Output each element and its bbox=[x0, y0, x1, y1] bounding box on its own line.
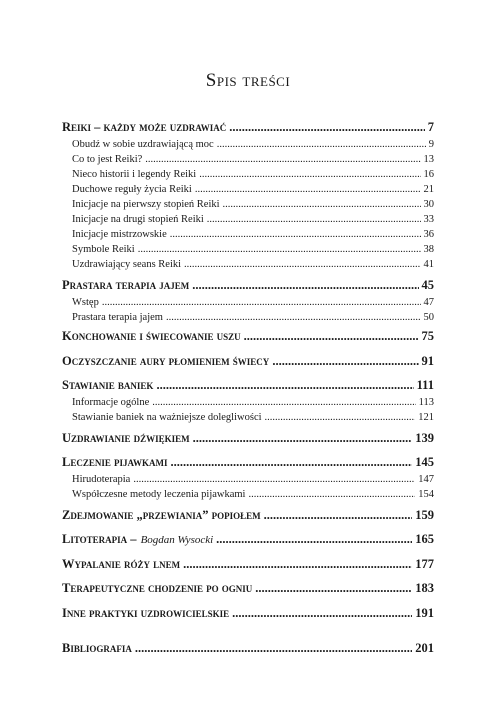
toc-subentry bbox=[62, 139, 434, 150]
toc-page-number: 33 bbox=[423, 214, 434, 225]
toc-leader bbox=[229, 120, 424, 135]
toc-page-number: 16 bbox=[423, 169, 434, 180]
toc-subentry-label: Obudź w sobie uzdrawiającą moc bbox=[72, 139, 214, 150]
toc-leader bbox=[170, 229, 421, 240]
toc-page-number: 47 bbox=[423, 297, 434, 308]
toc-leader bbox=[264, 508, 413, 523]
toc-page-number: 36 bbox=[423, 229, 434, 240]
toc-page-number: 177 bbox=[415, 557, 434, 571]
toc-entry bbox=[62, 329, 434, 344]
toc-leader bbox=[156, 378, 413, 393]
toc-entry bbox=[62, 120, 434, 135]
toc-page-number: 13 bbox=[423, 154, 434, 165]
toc-leader bbox=[145, 154, 420, 165]
toc-leader bbox=[216, 532, 412, 547]
toc-entry-author: Bogdan Wysocki bbox=[140, 534, 214, 546]
toc-entry bbox=[62, 508, 434, 523]
toc-subentry bbox=[62, 397, 434, 408]
toc-page-number: 145 bbox=[415, 455, 434, 469]
toc-leader bbox=[193, 431, 413, 446]
toc-subentry bbox=[62, 489, 434, 500]
toc-subentry bbox=[62, 259, 434, 270]
toc-entry bbox=[62, 431, 434, 446]
toc-leader bbox=[207, 214, 421, 225]
toc-subentry bbox=[62, 154, 434, 165]
toc-subentry-label: Inicjacje na drugi stopień Reiki bbox=[72, 214, 204, 225]
toc-page-number: 183 bbox=[415, 581, 434, 595]
toc-page-number: 7 bbox=[427, 120, 434, 134]
toc-subentry-label: Informacje ogólne bbox=[72, 397, 150, 408]
toc-leader bbox=[223, 199, 421, 210]
toc-entry bbox=[62, 641, 434, 656]
toc-leader bbox=[199, 169, 420, 180]
toc-leader bbox=[184, 259, 420, 270]
toc-subentry-label: Hirudoterapia bbox=[72, 474, 131, 485]
toc-subentry bbox=[62, 184, 434, 195]
toc-subentry bbox=[62, 297, 434, 308]
toc-subentry bbox=[62, 214, 434, 225]
toc-entry-label bbox=[62, 532, 213, 547]
toc-page-number: 165 bbox=[415, 532, 434, 546]
toc-entry-label: Konchowanie i świecowanie uszu bbox=[62, 329, 241, 343]
toc-subentry-label: Współczesne metody leczenia pijawkami bbox=[72, 489, 246, 500]
toc-subentry bbox=[62, 244, 434, 255]
toc-entry bbox=[62, 278, 434, 293]
toc-subentry-label: Inicjacje na pierwszy stopień Reiki bbox=[72, 199, 220, 210]
toc-subentry-label: Nieco historii i legendy Reiki bbox=[72, 169, 197, 180]
toc-leader bbox=[138, 244, 421, 255]
toc-entry-label: Inne praktyki uzdrowicielskie bbox=[62, 606, 230, 620]
toc-leader bbox=[192, 278, 418, 293]
toc-page-number: 45 bbox=[421, 278, 434, 292]
toc-leader bbox=[152, 397, 415, 408]
toc-page-number: 30 bbox=[423, 199, 434, 210]
toc-page-number: 111 bbox=[416, 378, 434, 392]
toc-leader bbox=[244, 329, 419, 344]
toc-entry-label: Prastara terapia jajem bbox=[62, 278, 190, 292]
toc-subentry-label: Inicjacje mistrzowskie bbox=[72, 229, 167, 240]
toc-page-number: 201 bbox=[415, 641, 434, 655]
toc-entry-label: Terapeutyczne chodzenie po ogniu bbox=[62, 581, 253, 595]
toc-entry bbox=[62, 532, 434, 547]
toc-page-number: 159 bbox=[415, 508, 434, 522]
toc-subentry bbox=[62, 474, 434, 485]
toc-subentry bbox=[62, 412, 434, 423]
toc-entry-label: Bibliografia bbox=[62, 641, 132, 655]
toc-entry bbox=[62, 606, 434, 621]
toc-leader bbox=[166, 312, 421, 323]
toc-subentry-label: Wstęp bbox=[72, 297, 99, 308]
toc-leader bbox=[272, 354, 418, 369]
toc-page-number: 113 bbox=[418, 397, 434, 408]
toc-entry-label: Uzdrawianie dźwiękiem bbox=[62, 431, 190, 445]
toc-leader bbox=[232, 606, 412, 621]
toc-page-number: 21 bbox=[423, 184, 434, 195]
toc-subentry bbox=[62, 169, 434, 180]
toc-leader bbox=[248, 489, 415, 500]
toc-subentry bbox=[62, 229, 434, 240]
toc-entry bbox=[62, 581, 434, 596]
toc-subentry-label: Duchowe reguły życia Reiki bbox=[72, 184, 192, 195]
toc-entry-label: Reiki – każdy może uzdrawiać bbox=[62, 120, 227, 134]
toc-leader bbox=[217, 139, 426, 150]
page-title: Spis treści bbox=[205, 70, 291, 91]
toc-entry bbox=[62, 354, 434, 369]
toc-page-number: 9 bbox=[428, 139, 434, 150]
toc-leader bbox=[135, 641, 412, 656]
toc-leader bbox=[255, 581, 412, 596]
toc-entry-label: Oczyszczanie aury płomieniem świecy bbox=[62, 354, 270, 368]
toc-subentry bbox=[62, 199, 434, 210]
toc-leader bbox=[170, 455, 412, 470]
toc-subentry-label: Uzdrawiający seans Reiki bbox=[72, 259, 182, 270]
toc-page-number: 121 bbox=[418, 412, 434, 423]
toc-entry bbox=[62, 455, 434, 470]
toc-page-number: 75 bbox=[421, 329, 434, 343]
toc-subentry-label: Stawianie baniek na ważniejsze dolegliwości bbox=[72, 412, 262, 423]
toc-page-number: 154 bbox=[418, 489, 434, 500]
toc-page-number: 91 bbox=[421, 354, 434, 368]
toc-leader bbox=[102, 297, 421, 308]
toc-entry-label: Wypalanie róży lnem bbox=[62, 557, 181, 571]
toc-page-number: 50 bbox=[423, 312, 434, 323]
toc-leader bbox=[195, 184, 421, 195]
toc-leader bbox=[265, 412, 416, 423]
toc-page-number: 191 bbox=[415, 606, 434, 620]
toc-entry bbox=[62, 378, 434, 393]
toc-entry-label-text: Litoterapia – bbox=[62, 532, 137, 546]
toc-page-number: 139 bbox=[415, 431, 434, 445]
toc-leader bbox=[183, 557, 412, 572]
toc-subentry-label: Co to jest Reiki? bbox=[72, 154, 143, 165]
toc-subentry bbox=[62, 312, 434, 323]
toc-subentry-label: Prastara terapia jajem bbox=[72, 312, 163, 323]
toc-subentry-label: Symbole Reiki bbox=[72, 244, 135, 255]
toc-page-number: 147 bbox=[418, 474, 434, 485]
toc-entry-label: Leczenie pijawkami bbox=[62, 455, 168, 469]
toc-entry bbox=[62, 557, 434, 572]
toc-leader bbox=[133, 474, 415, 485]
toc-page-number: 38 bbox=[423, 244, 434, 255]
toc-page-number: 41 bbox=[423, 259, 434, 270]
toc-entry-label: Zdejmowanie „przewiania” popiołem bbox=[62, 508, 261, 522]
toc-entry-label: Stawianie baniek bbox=[62, 378, 154, 392]
